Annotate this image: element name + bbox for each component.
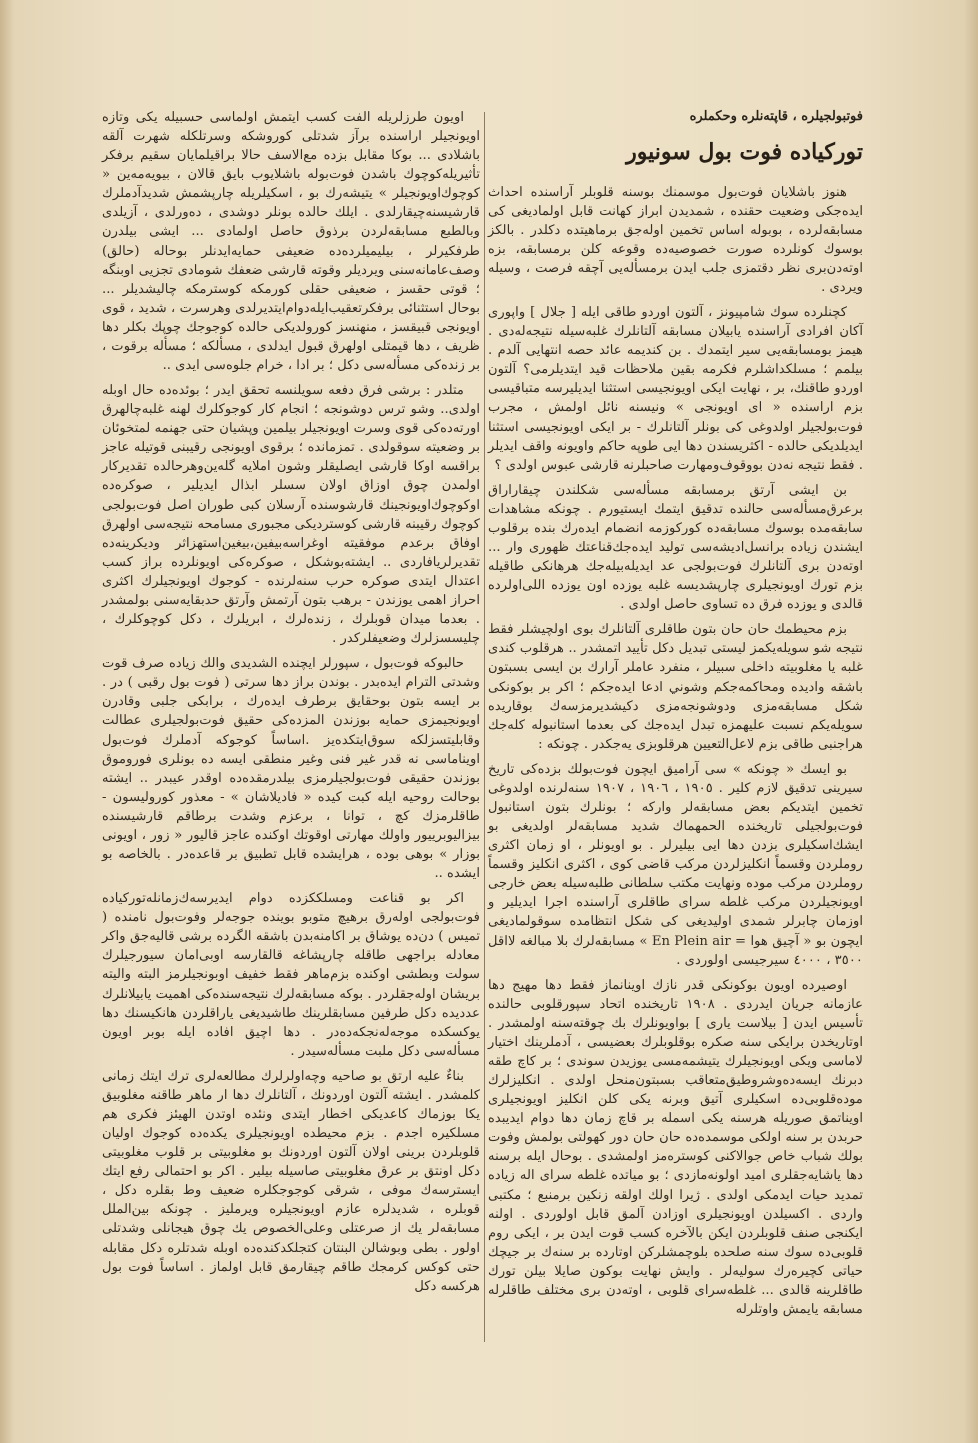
paragraph: حالبوكه فوت‌بول ، سپورلر ايچنده الشديدى والك زياده صرف قوت وشدتى الترام ايده‌بدر . بوندن براز دها سرتى ( فوت بول رقبى ) در . بر ايسه بتون بوحقايق برطرف ايده‌رك ، برابكى جلبى وقادرن اويونجيمزى حمايه بوزندن المزده‌كى حقيق فوت‌بولجيلرى عطالت وقابليتسزلكه سوق‌ايتكده‌يز .اساساً كوجوكه آدملرك فوت‌بول اويناماسى نه قدر غير فنى وغير منطقى ايسه ده بونلرى فوروموق بوزندن حقيقى فوت‌بولجيلرمزى بيلدرمقده‌ده اوقدر عيبدر .. ايشته بوحالت روحيه ايله كبت كيده « فاديلاشان » - معذور كوروليسون - طاقلرمزك كچ ، توانا ، برعزم وشدت برطاقم قارشيسنده بيزاليوبرييور واولك مهارتى اوقوتك اوكنده عاجز قاليور « زور ، اويونى بوزار » بوهى بوده ، هرايشده قابل تطبيق بر قاعده‌در . بالخاصه بو ايشده .. (102, 656, 480, 882)
paragraph: بن ايشى آرتق برمسابقه مسأله‌سى شكلندن چيقاراراق برعرق‌مسأله‌سى حالنده تدقيق ايتمك ايستيورم . چونكه مشاهدات سابقه‌مده بوسوك مسابقه‌ده كوركوزمه انضمام ايده‌رك بنده برقلوب ايشندن زياده برانسل‌اديشه‌سى توليد ايده‌جك‌قناعتك ظهورى وار ... اوته‌دن برى آلتانلرك فوت‌بولجى عد ايديله‌بيله‌جك هرهانكى طاقيله بزم تورك اويونجيلرى چارپشديسه غلبه يوزده اون يوزده اللى‌اولرده قالدى و يوزده فرق ده تساوى حاصل اولدى . (488, 482, 863, 613)
paragraph: اويون طرزلريله الفت كسب ايتمش اولماسى حسبيله يكى وتازه اويونجيلر اراسنده برآز شدتلى كوروشكه وسرتلكله شهرت آلقه باشلادى ... بوكا مقابل بزده مع‌الاسف حالا براقيلمايان سقيم برفكر تأثيريله‌كوچوك باشدن فوت‌بوله باشلايوب بايق قالان ، بيويه‌مه‌ين « كوچوك‌اويونجيلر » يتيشه‌رك بو ، اسكيلريله چارپشمش شديد‌آدملرك قارشيسنه‌چيقارلدى . ايلك حالده بونلر دوشدى ، ده‌ورلدى ، آزيلدى وبالطبع مسابقه‌لردن برذوق حاصل اولمادى ... ايشى بيلدرن طرفكيرلر ، بيليميلرده‌ده ضعيفى حمايه‌ايدنلر بوحاله (حالق) وصف‌عامانه‌سنى ويرديلر وقوته قارشى ضعفك شومادى تجزيى اوبنگه ؛ قوتى حقسز ، ضعيفى حقلى كورمكه كوسترمكه چاليشديلر ... بوحال استثنائى برفكرتعقيب‌ايله‌دوام‌ايتديرلدى وهرسرت ، شديد ، قوى اويونجى قبيقسز ، منهنسز كورولديكى حالده كوجوجك چوپك بكلر دها ظريف ، دها قيمتلى اولهرق قبول ايدلدى ، مسألكه ؛ مسأله برقوت ، بر زنده‌كى مسأله‌سى دكل ؛ بر ادا ، خرام جلوه‌سى ايدى .. (102, 110, 480, 374)
left-column (102, 108, 480, 1302)
column-divider (484, 112, 485, 1342)
paragraph: متلدر : برشى فرق دفعه سويلنسه تحقق ايدر ؛ بوئده‌ده حال اوبله اولدى.. وشو ترس دوشونجه ؛ انجام كار كوجوكلرك لهنه غلبه‌چالهرق اورته‌ده‌كى قوى وسرت اويونجيلر بيلمين وپشيان حتى جهنمه لمتخوئان بر وضعيته سوقولدى . تمزمانده ؛ برقوى اويونجى رقيبنى قوتيله عاجز براقسه اوكا قارشى ايصليقلر وشون املايه گله‌ين‌وهرحالده تقديركار اولمدن چوق اوزاق اولان سسلر ابذال ايديلير ، صوكره‌ده اوكوچوك‌اويونجينك قارشوسنده آرسلان كبى طوران اصل فوت‌بولجى كوچوك رقيبنه قارشى كوسترديكى مجبورى مسامحه نتيجه‌سى اولهرق اوفاق برعدم موفقيته اوغراسه‌بيفين،بيغين‌استهزاثر وديكرينه‌ده تقديرلريافاردى .. ايشته‌بوشكل ، صوكره‌كى اويونلرده براز كسب اعتدال ايتدى صوكره حرب سنه‌لرنده - كوجوك اويونجيلرك اكثرى احراز اهمى يوزندن - برهب بتون آرتمش وآرتق حدبقايه‌سنى بولمشدر . بعدما ميدان قوبلرك ، زنده‌لرك ، ابريلرك ، دكل كوچوكلرك ، چليسسزلرك وضعيفلركدر . (102, 383, 480, 647)
page-edge-shadow-right (964, 0, 978, 1443)
paragraph: اكر بو قناعت ومسلككزده دوام ايديرسه‌ك‌زمانله‌توركياده فوت‌بولجى اوله‌رق برهيچ متوبو بوينده جوجه‌لر وفوت‌بول نامنده ( تميس ) دن‌ده يوشاق بر اكامنه‌بدن باشقه الگرده برشى قاليه‌جق واكر معادله براجهى طاقله چارپشاغه قالقارسه اوبى‌امان سيورجيلرك سولت وبطشى اوكنده بزم‌ماهر فقط خفيف اوبونجيلرمز البته واليته بريشان اوله‌جقلردر . بوكه مسابقه‌لرك نتيجه‌سنده‌كى اهميت يابيلانلرك عدديده دكل طرفين مسابقلرينك طاشيديغى ياراقلردن هانكيسنك دها يوكسكده موجه‌له‌نجكه‌ده‌در . دها اچيق افاده ايله بوبر اويون مسأله‌سى دكل ملبت مسأله‌سيدر . (102, 891, 480, 1059)
section-label: فوتبولجيلره ، قاپته‌نلره وحكملره (689, 109, 863, 124)
paragraph: اوصيرده اويون بوكونكى قدر نازك اوينانماز فقط دها مهيج دها عازمانه جريان ايدردى . ١٩٠٨ تاريخنده اتحاد سپورقلوبى حالنده تأسيس ايدن [ بيلاست يارى ] بواويونلرك بك چوقته‌سنه اولمشدر . اوتاريخدن برايكى سنه صكره بوقلوبلرك بعضيسى ، آدملرينك اختيار لاماسى ويكى اويونجيلرك يتيشمه‌مسى يوزيدن سوندى ؛ بر كاچ طقه دبرنك ايسه‌ده‌وشروطيق‌متعاقب بسبتون‌منحل اولدى . انكليزلرك موده‌قلوبى‌ده اسكيلرى آتيق وبرنه يكى كلن انكليز اويونجيلرى اويناتمق صوريله هرسنه يكى اسمله بر قاچ زمان دها دوام ايديبده حربدن بر سنه اولكى موسمده‌ده حان حان دور كهولتى بولمش وفوت بولك شباب خاص جوالاكنى كوستره‌مز اولمشدى . بوحال ايله برسنه دها ياشايه‌جقلرى اميد اولونه‌مازدى ؛ بو مياتده غلطه سراى اله زياده تمديد حيات ايدمكى اولدى . ژيرا اولك اولقه زنكين برمنبع ؛ مكتبى واردى . اكسيلدن اويونجيلرى اوزادن آلمق قابل اولوردى . اولنه ايكنجى صنف قلوبلردن ايكن بالآخره كسب قوت ايدن بر ، ايكى روم قلوبى‌ده سوك سنه صلحده بلوچمشلركن اوتارده بر سنه‌ك بر جيچك حياتى كچيره‌رك سوليه‌لر . وايش نهايت بوكون صايلا بيلن تورك طاقلرينه قالدى ... غلطه‌سراى قلوبى ، اوته‌دن برى مختلف طاقلرله مسابقه يايمش واوتلرله (488, 977, 863, 1318)
paragraph: كچنلرده سوك شامپيونز ، آلتون اوردو طاقى ايله [ جلال ] واپورى آكان افرادى آراسنده يابيلان مسابقه آلتانلرك غلبه‌سيله نتيجه‌له‌دى . هيمز بومسابقه‌يى سير ايتمدك . بن كنديمه عائد حصه انتهايى آلدم . بيلمم ؛ مسلكداشلرم فكرمه بقين ملاحظات قيد ايتديلرمى؟ آلتون اوردو طاقنك، بر ، نهايت ايكى اويونجيسى استثنا ايديليرسه متباقيسى بزم اراسنده « اى اويونجى » ونيسنه نائل اولمش ، مجرب فوت‌بولجيلر اولدوغى كى بونلر آلتانلرك - بر ايكى اويونجيسى استثنا ايديلديكى حالده - اكثريسندن دها ايى طوپه حاكم واويونه واقف ايديلر . فقط نتيجه نه‌دن بووقوف‌ومهارت صاحبلرنه قارشى عبوس اولدى ؟ (488, 305, 863, 473)
paragraph: بو ايسك « چونكه » سى آراميق ايچون فوت‌بولك بزده‌كى تاريخ سيرينى تدقيق لازم كلير . ١٩٠٥ ، ١٩٠٦ ، ١٩٠٧ سنه‌لرنده اولدوغى تخمين ايتديكم بعض مسابقه‌لر واركه ؛ بونلرك بتون استانبول فوت‌بولجيلى تاريخنده الحمهماك شديد مسابقه‌لر اولديغى بو ايشك‌اسكيلرى بزدن دها ايى بيليرلر . بو اويونلر ، او زمان اكثرى روملردن وقسماً انكليزلردن مركب قاضى كوى ، اكثرى انكليز وقسماً روملردن مركب موده ونهايت مكتب سلطانى طلبه‌سيله بعض خارجى اويونجيلردن مركب غلطه سراى طاقلرى آراسنده اجرا ايديلير و اوزمان چابرلر شمدى اوليديغى كى شكل انتظامده سوقولماديغى ايچون بو « آچيق هوا = En Plein air » مسابقه‌لرك بلا مبالغه لااقل ٣٥٠٠ ، ٤٠٠٠ سيرجيسى اولوردى . (488, 761, 864, 968)
article-title: توركياده فوت بول سونيور (626, 138, 863, 165)
paragraph: بناءٌ عليه ارتق بو صاحيه وچه‌اولرلرك مطالعه‌لرى ترك ايتك زمانى كلمشدر . ايشته آلتون اوردونك ، آلتانلرك دها ار ماهر طاقنه مغلوبيق يكا بوزماك كاعديكى اخطار ايتدى ونئده اوتدن الهيئز فكرى هم مسلكيره اجدم . بزم محيطده اويونجيلرى يكده‌ده كوجوك اوليان قلوبلردن برينى اولان آلتون اوردونك بو مغلوبيتى بر قلوب مغلوبيتى دكل اونتق بر عرق مغلوبيتى صاسيله بيلير . اكر بو احتمالى رفع ايتك ايسترسه‌ك موفى ، شرقى كوجوجكلره ضعيف وط بقلره دكل ، قوبلره ، شديدلره عازم اويونجيلره ويرمليز . چونكه بين‌الملل مسابقه‌لر يك از صرعتلى وعلى‌الخصوص يك چوق هيجانلى وشدتلى اولور . بطى وبوشالن البنتان كتجلكدكنده‌ده اوبله شدتلره دكل مقابله حتى كوكس كرمجك طاقم چيقارمق قابل اولماز . اساساً فوت بول هركسه دكل (102, 1068, 480, 1294)
paragraph: هنوز باشلايان فوت‌بول موسمنك بوسنه قلوبلر آراسنده احداث ايده‌جكى وضعيت حقنده ، شمديدن ابراز كهانت قابل اولماديغى كى مسابقه‌لرده ، بوبوله اساس تخمين اوله‌جق برماهيتده دكلدر . بالكز بوسوك كونلرده صورت خصوصيه‌ده وقوعه كلن برمسابقه، بزه اوته‌دن‌برى نظر دقتمزى جلب ايدن برمسأله‌يى آچقه فرصت ، وسيله ويردى . (488, 184, 863, 295)
right-column (488, 108, 863, 1325)
page-edge-shadow-left (0, 0, 14, 1443)
paragraph: بزم محيطمك حان حان بتون طاقلرى آلتانلرك بوى اولچيشلر فقط نتيجه شو سويله‌يكمز ليستى تبديل دكل تأييد اتمشدر .. هرقلوب كندى غلبه يا مغلوبيته داخلى سبيلر ، منفرد عاملر آرارك بن ايسى بسبتون باشقه واديده ومحاكمه‌جكم وشوني ادعا ايده‌جكم ؛ اكر بر بوكونكى شكل مسابقه‌مزى ودوشونجه‌مزى دكيشديرمزسه‌ك بوقاريده سويله‌يكم نسبت عليهمزه تبدل ايده‌جك كى بعدما استانبوله كله‌جك هراجنبى طاقى بزم لاعل‌التعيين هرقلوبزى يه‌جكدر . چونكه : (488, 622, 863, 752)
